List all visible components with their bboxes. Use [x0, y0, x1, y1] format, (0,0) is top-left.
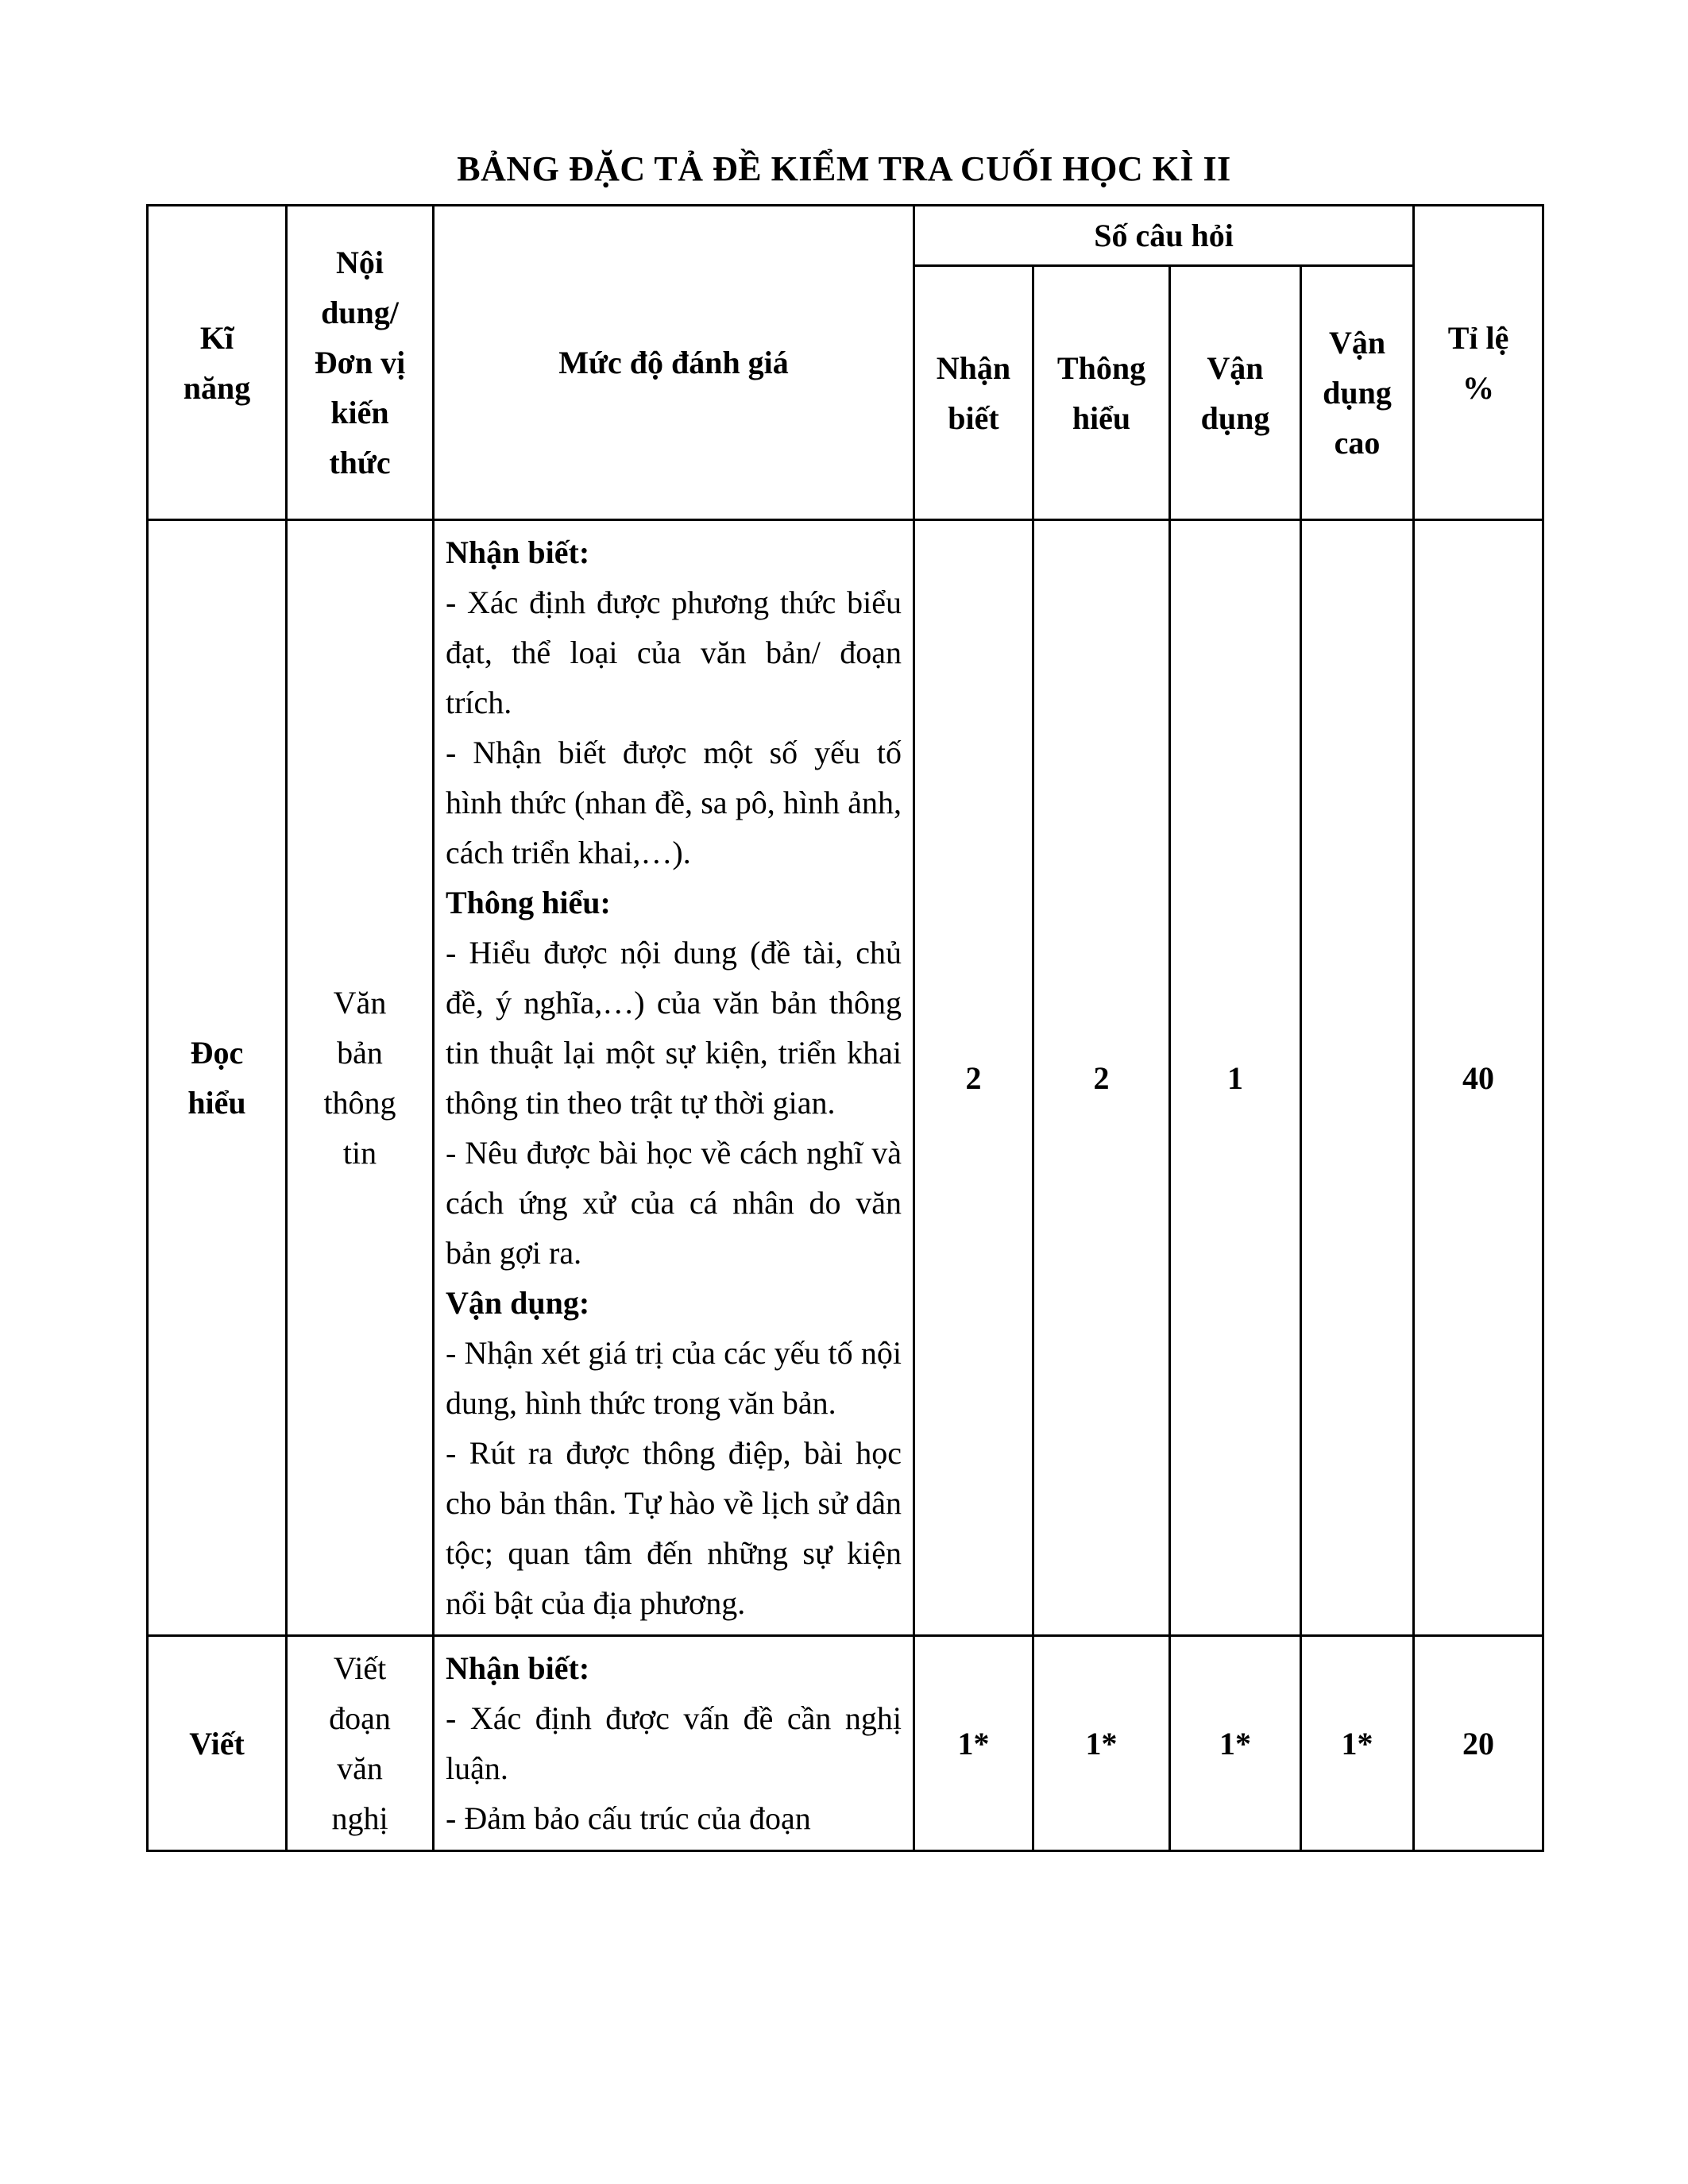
level-item: - Nêu được bài học về cách nghĩ và cách ứng xử của cá nhân do văn bản gợi ra. — [446, 1135, 902, 1271]
count-thong-hieu: 1* — [1033, 1636, 1170, 1851]
content-unit-cell: Văn bản thông tin — [287, 520, 434, 1636]
levels-list — [446, 1643, 902, 1843]
skill-cell: Đọc hiểu — [148, 520, 287, 1636]
header-nhan-biet: Nhận biết — [914, 266, 1033, 520]
level-item: - Hiểu được nội dung (đề tài, chủ đề, ý nghĩa,…) của văn bản thông tin thuật lại một sự kiện, triển khai thông tin theo trật tự thời gian. — [446, 935, 902, 1121]
level-item: - Xác định được phương thức biểu đạt, thể loại của văn bản/ đoạn trích. — [446, 585, 902, 720]
header-ti-le: Tỉ lệ % — [1414, 206, 1543, 520]
assessment-levels-cell — [434, 1636, 914, 1851]
level-heading: Thông hiểu: — [446, 885, 611, 920]
percentage-cell: 40 — [1414, 520, 1543, 1636]
header-row-top — [148, 206, 1543, 266]
spec-table — [146, 204, 1544, 1852]
percentage-cell: 20 — [1414, 1636, 1543, 1851]
level-item: - Xác định được vấn đề cần nghị luận. — [446, 1700, 902, 1786]
header-noi-dung: Nội dung/ Đơn vị kiến thức — [287, 206, 434, 520]
count-nhan-biet: 2 — [914, 520, 1033, 1636]
count-nhan-biet: 1* — [914, 1636, 1033, 1851]
count-van-dung-cao — [1301, 520, 1414, 1636]
level-heading: Vận dụng: — [446, 1285, 590, 1321]
count-van-dung: 1 — [1170, 520, 1301, 1636]
page-title: BẢNG ĐẶC TẢ ĐỀ KIỂM TRA CUỐI HỌC KÌ II — [457, 149, 1231, 188]
level-item: - Nhận xét giá trị của các yếu tố nội dung, hình thức trong văn bản. — [446, 1335, 902, 1421]
count-van-dung-cao: 1* — [1301, 1636, 1414, 1851]
level-item: - Đảm bảo cấu trúc của đoạn — [446, 1800, 811, 1836]
level-heading: Nhận biết: — [446, 1650, 590, 1686]
content-unit-cell: Viết đoạn văn nghị — [287, 1636, 434, 1851]
header-van-dung-cao: Vận dụng cao — [1301, 266, 1414, 520]
assessment-levels-cell — [434, 520, 914, 1636]
header-ki-nang: Kĩ năng — [148, 206, 287, 520]
header-van-dung: Vận dụng — [1170, 266, 1301, 520]
count-thong-hieu: 2 — [1033, 520, 1170, 1636]
skill-cell: Viết — [148, 1636, 287, 1851]
table-row-doc-hieu — [148, 520, 1543, 1636]
header-muc-do: Mức độ đánh giá — [434, 206, 914, 520]
level-heading: Nhận biết: — [446, 534, 590, 570]
levels-list — [446, 527, 902, 1628]
level-item: - Nhận biết được một số yếu tố hình thức (nhan đề, sa pô, hình ảnh, cách triển khai,…). — [446, 735, 902, 870]
count-van-dung: 1* — [1170, 1636, 1301, 1851]
header-thong-hieu: Thông hiểu — [1033, 266, 1170, 520]
table-row-viet — [148, 1636, 1543, 1851]
level-item: - Rút ra được thông điệp, bài học cho bản thân. Tự hào về lịch sử dân tộc; quan tâm đến những sự kiện nổi bật của địa phương. — [446, 1435, 902, 1621]
header-so-cau-hoi: Số câu hỏi — [914, 206, 1414, 266]
